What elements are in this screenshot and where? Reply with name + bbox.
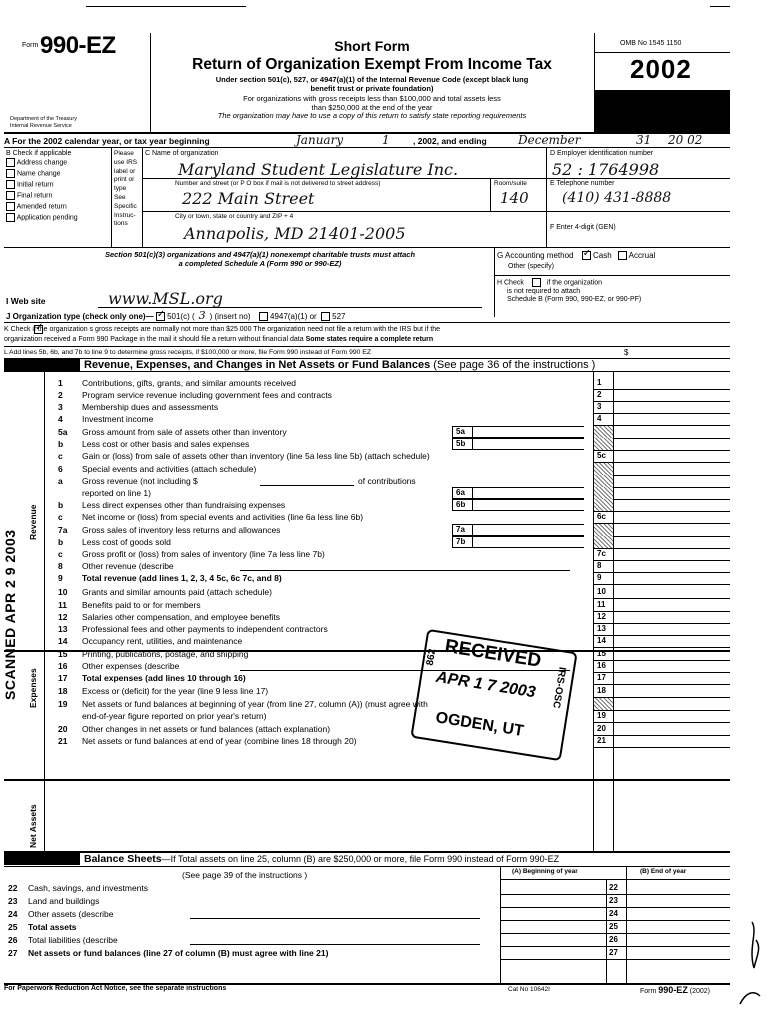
line-box-number: 19	[597, 711, 606, 720]
bs-box-number: 23	[609, 896, 618, 905]
shaded-cell	[594, 426, 613, 438]
note-line-2: a completed Schedule A (Form 990 or 990-EZ)	[178, 259, 342, 268]
city-label: City or town, state or country and ZIP + 4	[175, 213, 294, 220]
line-amount-field[interactable]	[614, 524, 730, 536]
line-amount-field[interactable]	[614, 560, 730, 572]
initial-return-checkbox[interactable]	[6, 180, 15, 189]
line-box-number: 12	[597, 612, 606, 621]
line-description: Occupancy rent, utilities, and maintenance	[82, 636, 243, 646]
line-description: Excess or (deficit) for the year (line 9 less line 17)	[82, 686, 269, 696]
shaded-cell	[594, 698, 613, 710]
insert-no-label: ) (insert no)	[209, 312, 251, 321]
line-description: reported on line 1)	[82, 488, 151, 498]
line-box-number: 18	[597, 686, 606, 695]
bs-line-number: 27	[8, 948, 18, 958]
line-amount-field[interactable]	[614, 401, 730, 413]
line-number: 14	[58, 636, 68, 646]
accounting-label: G Accounting method	[497, 251, 574, 260]
bs-line-description: Total assets	[28, 922, 77, 932]
bs-begin-amount-field[interactable]	[500, 882, 606, 894]
k-line-1: K Check if the organization s gross receipts are normally not more than $25 000 The organization need not file a return with the IRS but if the	[4, 326, 441, 333]
city-state-zip[interactable]: Annapolis, MD 21401-2005	[184, 224, 406, 243]
501c-number[interactable]: 3	[198, 309, 206, 322]
line-box-number: 16	[597, 661, 606, 670]
section-l: L Add lines 5b, 6b, and 7b to line 9 to determine gross receipts, if $100,000 or more, file Form 990 instead of Form 990 EZ	[4, 349, 371, 356]
line-description: Program service revenue including government fees and contracts	[82, 390, 332, 400]
bs-line-number: 26	[8, 935, 18, 945]
bs-line-description: Total liabilities (describe	[28, 935, 118, 945]
line-amount-field[interactable]	[614, 698, 730, 710]
col-b-header: (B) End of year	[640, 868, 687, 875]
bs-line-description: Land and buildings	[28, 896, 100, 906]
shaded-cell	[594, 463, 613, 475]
bs-box-number: 25	[609, 922, 618, 931]
accrual-label: Accrual	[628, 251, 656, 260]
margin-signature	[738, 918, 768, 978]
501c-checkbox[interactable]	[156, 312, 165, 321]
line-description: Other expenses (describe	[82, 661, 180, 671]
begin-day[interactable]: 1	[382, 133, 390, 147]
line-description: Net income or (loss) from special events and activities (line 6a less line 6b)	[82, 512, 364, 522]
gross-receipts-dollar: $	[624, 348, 629, 357]
bs-begin-amount-field[interactable]	[500, 934, 606, 946]
part-2-see: (See page 39 of the instructions )	[182, 870, 308, 880]
shaded-cell	[594, 524, 613, 536]
website-label: I Web site	[6, 296, 46, 306]
irs-label-text: print or	[114, 176, 135, 184]
section-h	[497, 278, 641, 305]
subtitle-line-1: Under section 501(c), 527, or 4947(a)(1) of the Internal Revenue Code (except black lung	[215, 75, 529, 84]
line-description: Grants and similar amounts paid (attach schedule)	[82, 587, 272, 597]
ogden-text: OGDEN, UT	[434, 709, 525, 740]
gen-label: F Enter 4-digit (GEN)	[550, 224, 616, 231]
subtitle-line-4: than $250,000 at the end of the year	[311, 102, 433, 112]
line-number: 3	[58, 402, 63, 412]
bs-line-number: 22	[8, 883, 18, 893]
subline-box-label: 6a	[456, 488, 465, 497]
line-number: 2	[58, 390, 63, 400]
subline-divider	[472, 426, 473, 438]
line-box-number: 8	[597, 561, 602, 570]
line-description-cont: of contributions	[358, 476, 416, 486]
section-b	[6, 150, 110, 224]
short-form-title: Short Form	[334, 38, 410, 54]
subline-box-label: 7a	[456, 525, 465, 534]
line-number: 19	[58, 699, 68, 709]
room-suite[interactable]: 140	[500, 189, 529, 207]
irs-label-text: tions	[114, 220, 128, 228]
line-description: Professional fees and other payments to independent contractors	[82, 624, 328, 634]
street-label: Number and street (or P O box if mail is not delivered to street address)	[175, 180, 381, 187]
dept-line-1: Department of the Treasury	[10, 116, 77, 122]
section-b-item[interactable]	[6, 213, 110, 224]
line-amount-field[interactable]	[614, 450, 730, 462]
end-month[interactable]: December	[518, 133, 581, 147]
received-text: RECEIVED	[443, 635, 543, 672]
address-change-checkbox[interactable]	[6, 158, 15, 167]
line-amount-field[interactable]	[614, 672, 730, 684]
subline-divider	[472, 524, 473, 536]
bs-begin-amount-field[interactable]	[500, 895, 606, 907]
line-amount-field[interactable]	[614, 660, 730, 672]
row-a-mid: , 2002, and ending	[413, 136, 487, 146]
line-number: 11	[58, 600, 67, 610]
bs-end-amount-field[interactable]	[627, 921, 730, 933]
checkbox-label: Name change	[16, 170, 61, 178]
subline-box-label: 5a	[456, 427, 465, 436]
line-number: 12	[58, 612, 68, 622]
line-number: c	[58, 451, 63, 461]
form-title: Return of Organization Exempt From Income Tax	[192, 56, 552, 73]
line-description: Special events and activities (attach schedule)	[82, 464, 257, 474]
part-2-text: —If Total assets on line 25, column (B) are $250,000 or more, file Form 990 instead of Form 990-EZ	[161, 854, 560, 864]
revenue-side-label: Revenue	[28, 504, 38, 540]
bs-box-number: 22	[609, 883, 618, 892]
line-box-number: 20	[597, 724, 606, 733]
section-b-item[interactable]	[6, 191, 110, 202]
line-description: end-of-year figure reported on prior year's return)	[82, 711, 267, 721]
line-box-number: 9	[597, 573, 602, 582]
line-box-number: 5c	[597, 451, 606, 460]
describe-underline[interactable]	[240, 570, 570, 571]
line-box-number: 14	[597, 636, 606, 645]
line-number: 5a	[58, 427, 68, 437]
org-type-label: J Organization type (check only one)—	[6, 312, 154, 321]
line-description: Gross revenue (not including $	[82, 476, 198, 486]
bs-end-amount-field[interactable]	[627, 882, 730, 894]
line-box-number: 13	[597, 624, 606, 633]
h-label: H Check	[497, 279, 524, 287]
line-number: 8	[58, 561, 63, 571]
line-number: a	[58, 476, 63, 486]
received-date: APR 1 7 2003	[434, 668, 537, 702]
bs-begin-amount-field[interactable]	[500, 921, 606, 933]
line-description: Investment income	[82, 414, 154, 424]
shaded-cell	[594, 438, 613, 450]
section-b-item[interactable]	[6, 169, 110, 180]
bs-line-description: Other assets (describe	[28, 909, 114, 919]
section-b-item[interactable]	[6, 158, 110, 169]
line-number: 17	[58, 673, 68, 683]
line-box-number: 3	[597, 402, 602, 411]
section-b-item[interactable]	[6, 180, 110, 191]
line-box-number: 15	[597, 649, 606, 658]
begin-month[interactable]: January	[296, 133, 344, 147]
bs-line-description: Net assets or fund balances (line 27 of column (B) must agree with line 21)	[28, 948, 329, 958]
line-description: Membership dues and assessments	[82, 402, 219, 412]
checkbox-label: Amended return	[16, 203, 67, 211]
line-box-number: 7c	[597, 549, 606, 558]
bs-line-number: 24	[8, 909, 18, 919]
website-value[interactable]: www.MSL.org	[108, 289, 223, 308]
line-description: Gain or (loss) from sale of assets other than inventory (line 5a less line 5b) (attach schedule)	[82, 451, 430, 461]
subline-box-label: 7b	[456, 537, 466, 546]
bs-end-amount-field[interactable]	[627, 908, 730, 920]
bs-begin-amount-field[interactable]	[500, 947, 606, 959]
checkbox-label: Application pending	[16, 214, 78, 222]
line-description: Gross sales of inventory less returns and allowances	[82, 525, 281, 535]
org-name-label: C Name of organization	[145, 150, 219, 157]
line-amount-field[interactable]	[614, 389, 730, 401]
line-description: Other changes in net assets or fund balances (attach explanation)	[82, 724, 331, 734]
line-box-number: 4	[597, 414, 602, 423]
form-number: 990-EZ	[40, 32, 116, 59]
line-number: 18	[58, 686, 68, 696]
part-2-heading	[84, 853, 559, 865]
bs-line-number: 25	[8, 922, 18, 932]
end-day[interactable]: 31	[636, 133, 652, 147]
line-amount-field[interactable]	[614, 735, 730, 747]
line-description: Less cost or other basis and sales expenses	[82, 439, 250, 449]
note-501c3	[30, 250, 490, 268]
expenses-side-label: Expenses	[28, 668, 38, 708]
line-description: Contributions, gifts, grants, and similar amounts received	[82, 378, 297, 388]
line-amount-field[interactable]	[614, 377, 730, 389]
accounting-other[interactable]: Other (specify)	[508, 263, 554, 270]
line-number: 1	[58, 378, 63, 388]
line-number: 6	[58, 464, 63, 474]
amended-return-checkbox[interactable]	[6, 202, 15, 211]
ein-label: D Employer identification number	[550, 150, 654, 157]
bs-line-description: Cash, savings, and investments	[28, 883, 149, 893]
line-description: Total expenses (add lines 10 through 16)	[82, 673, 246, 683]
h-text-1: if the organization	[546, 279, 603, 287]
501c-label: 501(c) (	[167, 312, 195, 321]
footer-form-word: Form	[640, 988, 657, 995]
k-checkbox[interactable]	[34, 325, 43, 334]
section-k	[4, 325, 440, 345]
line-number: 10	[58, 587, 68, 597]
bs-end-amount-field[interactable]	[627, 934, 730, 946]
h-text-2: is not required to attach	[507, 287, 581, 295]
subtitle-line-5: The organization may have to use a copy of this return to satisfy state reporting requirements	[217, 111, 527, 120]
line-number: b	[58, 439, 64, 449]
application-pending-checkbox[interactable]	[6, 213, 15, 222]
h-text-3: Schedule B (Form 990, 990-EZ, or 990-PF)	[507, 296, 642, 304]
phone-label: E Telephone number	[550, 180, 615, 187]
line-description: Salaries other compensation, and employee benefits	[82, 612, 280, 622]
line-number: 15	[58, 649, 68, 659]
line-box-number: 17	[597, 673, 606, 682]
shaded-cell	[594, 536, 613, 548]
shaded-cell	[594, 475, 613, 487]
line-amount-field[interactable]	[614, 511, 730, 523]
line-amount-field[interactable]	[614, 635, 730, 647]
section-b-item[interactable]	[6, 202, 110, 213]
checkbox-label: Final return	[16, 192, 53, 200]
margin-mark	[736, 982, 766, 1012]
line-box-number: 11	[597, 600, 606, 609]
subline-divider	[472, 536, 473, 548]
bs-box-number: 26	[609, 935, 618, 944]
ein-value[interactable]: 52 : 1764998	[552, 160, 660, 179]
line-amount-field[interactable]	[614, 426, 730, 438]
part-1-title: Revenue, Expenses, and Changes in Net Assets or Fund Balances	[84, 359, 431, 371]
line-number: 21	[58, 736, 68, 746]
irs-label-text: use IRS	[114, 158, 138, 166]
line-amount-field[interactable]	[614, 413, 730, 425]
line-number: 9	[58, 573, 63, 583]
line-amount-field[interactable]	[614, 599, 730, 611]
part-2-title: Balance Sheets	[84, 853, 162, 865]
footer-cat: Cat No 10642I	[508, 986, 550, 993]
line-description: Total revenue (add lines 1, 2, 3, 4 5c, 6c 7c, and 8)	[82, 573, 282, 583]
subtitle-line-2: benefit trust or private foundation)	[310, 83, 434, 93]
bs-row-rule	[500, 959, 730, 960]
scanned-stamp: SCANNED APR 2 9 2003	[2, 529, 18, 700]
org-type	[6, 309, 346, 322]
4947-checkbox[interactable]	[259, 312, 268, 321]
irs-label-text: Instruc-	[114, 211, 136, 219]
checkbox-label: Address change	[16, 159, 68, 167]
form-word: Form	[22, 42, 39, 49]
line-number: 4	[58, 414, 63, 424]
row-a-label: A For the 2002 calendar year, or tax year beginning	[4, 136, 210, 146]
org-name[interactable]: Maryland Student Legislature Inc.	[178, 160, 459, 179]
line-description: Less cost of goods sold	[82, 537, 171, 547]
line-description: Net assets or fund balances at end of year (combine lines 18 through 20)	[82, 736, 357, 746]
cash-checkbox[interactable]	[582, 251, 591, 260]
line-box-number: 1	[597, 378, 602, 387]
line-description: Printing, publications, postage, and shipping	[82, 649, 249, 659]
stamp-side-right: IRS-OSC	[550, 666, 568, 710]
line-description: Other revenue (describe	[82, 561, 174, 571]
line-amount-field[interactable]	[614, 611, 730, 623]
form-subtitle	[150, 76, 594, 121]
line-description: Gross profit or (loss) from sales of inventory (line 7a less line 7b)	[82, 549, 325, 559]
col-a-header: (A) Beginning of year	[512, 868, 578, 875]
subline-divider	[472, 499, 473, 511]
line-amount-field[interactable]	[614, 536, 730, 548]
line-amount-field[interactable]	[614, 548, 730, 560]
checkbox-label: Initial return	[16, 181, 54, 189]
year-black-band	[594, 90, 730, 132]
line-box-number: 10	[597, 587, 606, 596]
amount-underline	[260, 485, 354, 486]
line-amount-field[interactable]	[614, 499, 730, 511]
footer-notice: For Paperwork Reduction Act Notice, see the separate instructions	[4, 985, 227, 992]
describe-underline[interactable]	[190, 918, 480, 919]
footer-form-num: 990-EZ	[658, 985, 688, 995]
line-box-number: 6c	[597, 512, 606, 521]
street-address[interactable]: 222 Main Street	[182, 189, 315, 208]
cash-label: Cash	[592, 251, 612, 260]
527-checkbox[interactable]	[321, 312, 330, 321]
subline-box-label: 6b	[456, 500, 466, 509]
form-label	[22, 42, 38, 49]
line-amount-field[interactable]	[614, 487, 730, 499]
line-amount-field[interactable]	[614, 623, 730, 635]
line-description: Benefits paid to or for members	[82, 600, 201, 610]
line-box-number: 2	[597, 390, 602, 399]
line-number: b	[58, 500, 64, 510]
footer-form	[640, 985, 710, 995]
k-line-2b: Some states require a complete return	[305, 336, 434, 343]
line-amount-field[interactable]	[614, 586, 730, 598]
describe-underline[interactable]	[190, 944, 480, 945]
line-number: c	[58, 549, 63, 559]
net-assets-side-label: Net Assets	[28, 804, 38, 848]
line-number: 13	[58, 624, 68, 634]
bs-line-number: 23	[8, 896, 18, 906]
bs-end-amount-field[interactable]	[627, 947, 730, 959]
subline-divider	[472, 438, 473, 450]
section-b-label: B Check if applicable	[6, 150, 72, 157]
line-number: b	[58, 537, 64, 547]
irs-label-text: type	[114, 185, 127, 193]
part-2-badge	[4, 852, 80, 865]
footer-form-year: (2002)	[689, 988, 710, 995]
line-amount-field[interactable]	[614, 685, 730, 697]
received-stamp	[410, 629, 577, 761]
line-number: c	[58, 512, 63, 522]
subtitle-line-3: For organizations with gross receipts less than $100,000 and total assets less	[243, 94, 501, 103]
irs-label-text: See	[114, 193, 126, 201]
line-amount-field[interactable]	[614, 475, 730, 487]
schedule-b-checkbox[interactable]	[532, 278, 541, 287]
treasury-dept	[10, 116, 77, 130]
bs-col-a-border	[500, 879, 501, 983]
line-amount-field[interactable]	[614, 723, 730, 735]
part-1-badge	[4, 358, 80, 371]
shaded-cell	[594, 487, 613, 499]
irs-label-text: Please	[114, 150, 134, 157]
irs-label-text: label or	[114, 167, 136, 175]
irs-label-text: Specific	[114, 202, 137, 210]
line-amount-field[interactable]	[614, 710, 730, 722]
bs-begin-amount-field[interactable]	[500, 908, 606, 920]
4947-label: 4947(a)(1) or	[270, 312, 317, 321]
line-number: 7a	[58, 525, 68, 535]
bs-box-number: 27	[609, 948, 618, 957]
bs-end-amount-field[interactable]	[627, 895, 730, 907]
line-number: 20	[58, 724, 68, 734]
note-line-1: Section 501(c)(3) organizations and 4947(a)(1) nonexempt charitable trusts must attach	[104, 250, 416, 259]
line-description: Less direct expenses other than fundraising expenses	[82, 500, 286, 510]
k-line-2a: organization received a Form 990 Package in the mail it should file a return without financial data	[4, 336, 304, 343]
dept-line-2: Internal Revenue Service	[10, 123, 72, 129]
name-change-checkbox[interactable]	[6, 169, 15, 178]
subline-divider	[472, 487, 473, 499]
phone-value[interactable]: (410) 431-8888	[562, 190, 672, 206]
omb-number: OMB No 1545 1150	[620, 40, 682, 47]
shaded-cell	[594, 499, 613, 511]
line-number: 16	[58, 661, 68, 671]
line-description: Gross amount from sale of assets other than inventory	[82, 427, 287, 437]
527-label: 527	[332, 312, 346, 321]
line-box-number: 21	[597, 736, 606, 745]
line-amount-field[interactable]	[614, 648, 730, 660]
final-return-checkbox[interactable]	[6, 191, 15, 200]
line-amount-field[interactable]	[614, 438, 730, 450]
irs-label-instructions	[114, 150, 137, 229]
subline-box-label: 5b	[456, 439, 466, 448]
accounting-method	[497, 251, 655, 260]
line-amount-field[interactable]	[614, 572, 730, 584]
tax-year: 2002	[630, 54, 692, 84]
part-1-heading	[84, 359, 595, 371]
part-1-see: (See page 36 of the instructions )	[433, 359, 596, 371]
stamp-side-left: 862	[424, 648, 439, 667]
end-year[interactable]: 20 02	[668, 133, 703, 147]
room-label: Room/suite	[494, 180, 527, 187]
line-description: Net assets or fund balances at beginning of year (from line 27, column (A)) (must agree with	[82, 699, 428, 709]
bs-box-number: 24	[609, 909, 618, 918]
line-amount-field[interactable]	[614, 463, 730, 475]
accrual-checkbox[interactable]	[618, 251, 627, 260]
